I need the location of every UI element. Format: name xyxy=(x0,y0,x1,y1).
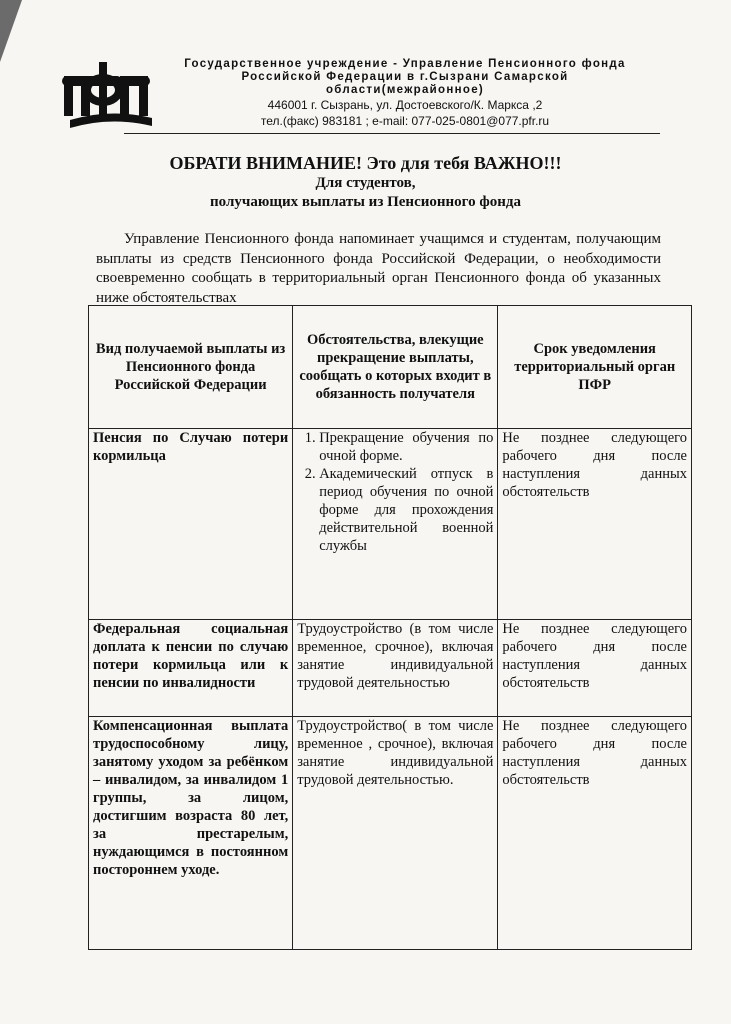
scan-corner-shadow xyxy=(0,0,22,62)
organization-address: 446001 г. Сызрань, ул. Достоевского/К. Маркса ,2 xyxy=(267,98,543,112)
row3-payment-type: Компенсационная выплата трудоспособному лицу, занятому уходом за ребёнком – инвалидом, за инвалидом 1 группы, за лицом, достигшим возраста 80 лет, за престарелым, нуждающимся в постоянном постороннем уходе. xyxy=(89,717,293,950)
header-payment-type: Вид получаемой выплаты из Пенсионного фонда Российской Федерации xyxy=(89,306,293,429)
header-circumstances: Обстоятельства, влекущие прекращение выплаты, сообщать о которых входит в обязанность получателя xyxy=(293,306,498,429)
header-deadline: Срок уведомления территориальный орган ПФР xyxy=(498,306,692,429)
page-title: ОБРАТИ ВНИМАНИЕ! Это для тебя ВАЖНО!!! xyxy=(169,153,562,173)
obligations-table xyxy=(88,305,692,950)
row2-circumstance: Трудоустройство (в том числе временное, срочное), включая занятие индивидуальной трудовой деятельностью xyxy=(293,620,498,717)
row1-deadline: Не позднее следующего рабочего дня после наступления данных обстоятельств xyxy=(498,429,692,620)
list-item: 1. Прекращение обучения по очной форме. xyxy=(319,429,493,465)
row2-deadline: Не позднее следующего рабочего дня после наступления данных обстоятельств xyxy=(498,620,692,717)
organization-name: Государственное учреждение - Управление Пенсионного фонда Российской Федерации в г.Сызрани Самарской области(межрайонное) xyxy=(184,58,626,96)
organization-contacts: тел.(факс) 983181 ; e-mail: 077-025-0801@077.pfr.ru xyxy=(260,114,550,128)
table-row xyxy=(89,429,692,620)
header-divider xyxy=(124,133,660,134)
row2-payment-type: Федеральная социальная доплата к пенсии по случаю потери кормильца или к пенсии по инвалидности xyxy=(89,620,293,717)
table-row xyxy=(89,717,692,950)
row3-deadline: Не позднее следующего рабочего дня после наступления данных обстоятельств xyxy=(498,717,692,950)
table-row xyxy=(89,620,692,717)
row1-circumstances xyxy=(293,429,498,620)
intro-paragraph: Управление Пенсионного фонда напоминает учащимся и студентам, получающим выплаты из средств Пенсионного фонда Российской Федерации, о необходимости своевременно сообщать в территориальный орган Пенсионного фонда об указанных ниже обстоятельствах xyxy=(96,231,661,306)
organization-header xyxy=(140,58,670,129)
list-item: 2. Академический отпуск в период обучения по очной форме для прохождения действительной военной службы xyxy=(319,465,493,555)
page-subtitle xyxy=(60,174,671,212)
row1-circumstance-list xyxy=(297,429,493,555)
table-header-row xyxy=(89,306,692,429)
row3-circumstance: Трудоустройство( в том числе временное , срочное), включая занятие индивидуальной трудовой деятельностью. xyxy=(293,717,498,950)
subtitle-line-2: получающих выплаты из Пенсионного фонда xyxy=(210,194,521,210)
row1-payment-type: Пенсия по Случаю потери кормильца xyxy=(89,429,293,620)
subtitle-line-1: Для студентов, xyxy=(315,175,416,191)
